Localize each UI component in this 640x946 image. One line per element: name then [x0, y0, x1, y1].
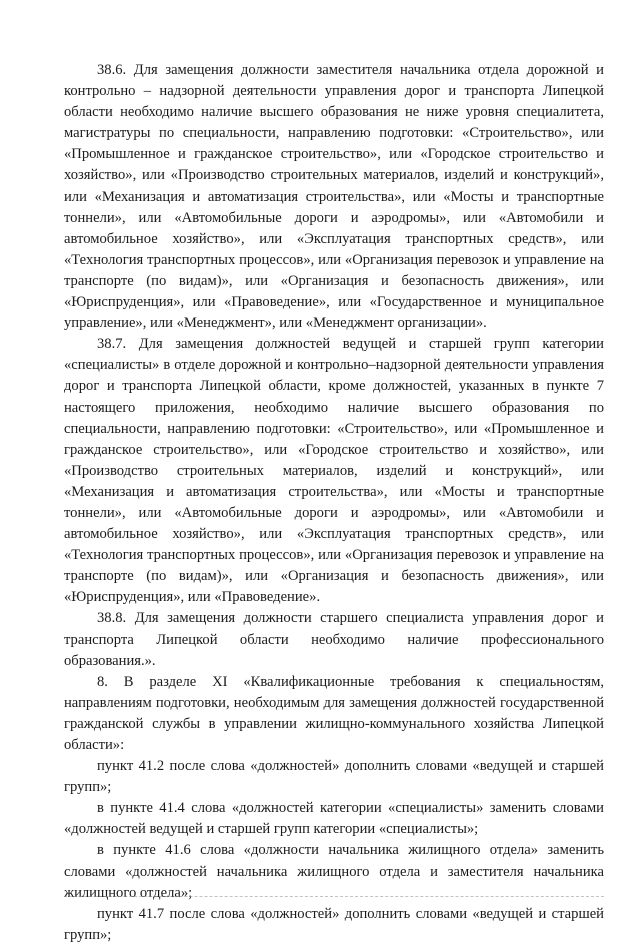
page-bottom-divider: [64, 896, 604, 897]
paragraph-point-41-4: в пункте 41.4 слова «должностей категории «специалисты» заменить словами «должностей ведущей и старшей групп категории «специалисты»;: [64, 800, 604, 838]
document-body: [64, 60, 604, 946]
paragraph-38-6: 38.6. Для замещения должности заместителя начальника отдела дорожной и контрольно – надзорной деятельности управления дорог и транспорта Липецкой области необходимо наличие высшего образования не ниже уровня специалитета, магистратуры по специальности, направлению подготовки: «Строительство», или «Промышленное и гражданское строительство», или «Городское строительство и хозяйство», или «Производство строительных материалов, изделий и конструкций», или «Механизация и автоматизация строительства», или «Мосты и транспортные тоннели», или «Автомобильные дороги и аэродромы», или «Автомобили и автомобильное хозяйство», или «Эксплуатация транспортных средств», или «Технология транспортных процессов», или «Организация перевозок и управление на транспорте (по видам)», или «Организация и безопасность движения», или «Юриспруденция», или «Правоведение», или «Государственное и муниципальное управление», или «Менеджмент», или «Менеджмент организации».: [64, 62, 604, 332]
paragraph-point-41-6: в пункте 41.6 слова «должности начальника жилищного отдела» заменить словами «должностей начальника жилищного отдела и заместителя начальника жилищного отдела»;: [64, 842, 604, 901]
paragraph-38-8: 38.8. Для замещения должности старшего специалиста управления дорог и транспорта Липецкой области необходимо наличие профессионального образования.».: [64, 610, 604, 669]
paragraph-point-41-7: пункт 41.7 после слова «должностей» дополнить словами «ведущей и старшей групп»;: [64, 905, 604, 943]
paragraph-point-41-2: пункт 41.2 после слова «должностей» дополнить словами «ведущей и старшей групп»;: [64, 758, 604, 796]
paragraph-section-8: 8. В разделе XI «Квалификационные требования к специальностям, направлениям подготовки, необходимым для замещения должностей государственной гражданской службы в управлении жилищно-коммунального хозяйства Липецкой области»:: [64, 673, 604, 753]
paragraph-38-7: 38.7. Для замещения должностей ведущей и старшей групп категории «специалисты» в отделе дорожной и контрольно–надзорной деятельности управления дорог и транспорта Липецкой области, кроме должностей, указанных в пункте 7 настоящего приложения, необходимо наличие высшего образования по специальности, направлению подготовки: «Строительство», или «Промышленное и гражданское строительство», или «Городское строительство и хозяйство», или «Производство строительных материалов, изделий и конструкций», или «Механизация и автоматизация строительства», или «Мосты и транспортные тоннели», или «Автомобильные дороги и аэродромы», или «Автомобили и автомобильное хозяйство», или «Эксплуатация транспортных средств», или «Технология транспортных процессов», или «Организация перевозок и управление на транспорте (по видам)», или «Организация и безопасность движения», или «Юриспруденция», или «Правоведение».: [64, 336, 604, 606]
